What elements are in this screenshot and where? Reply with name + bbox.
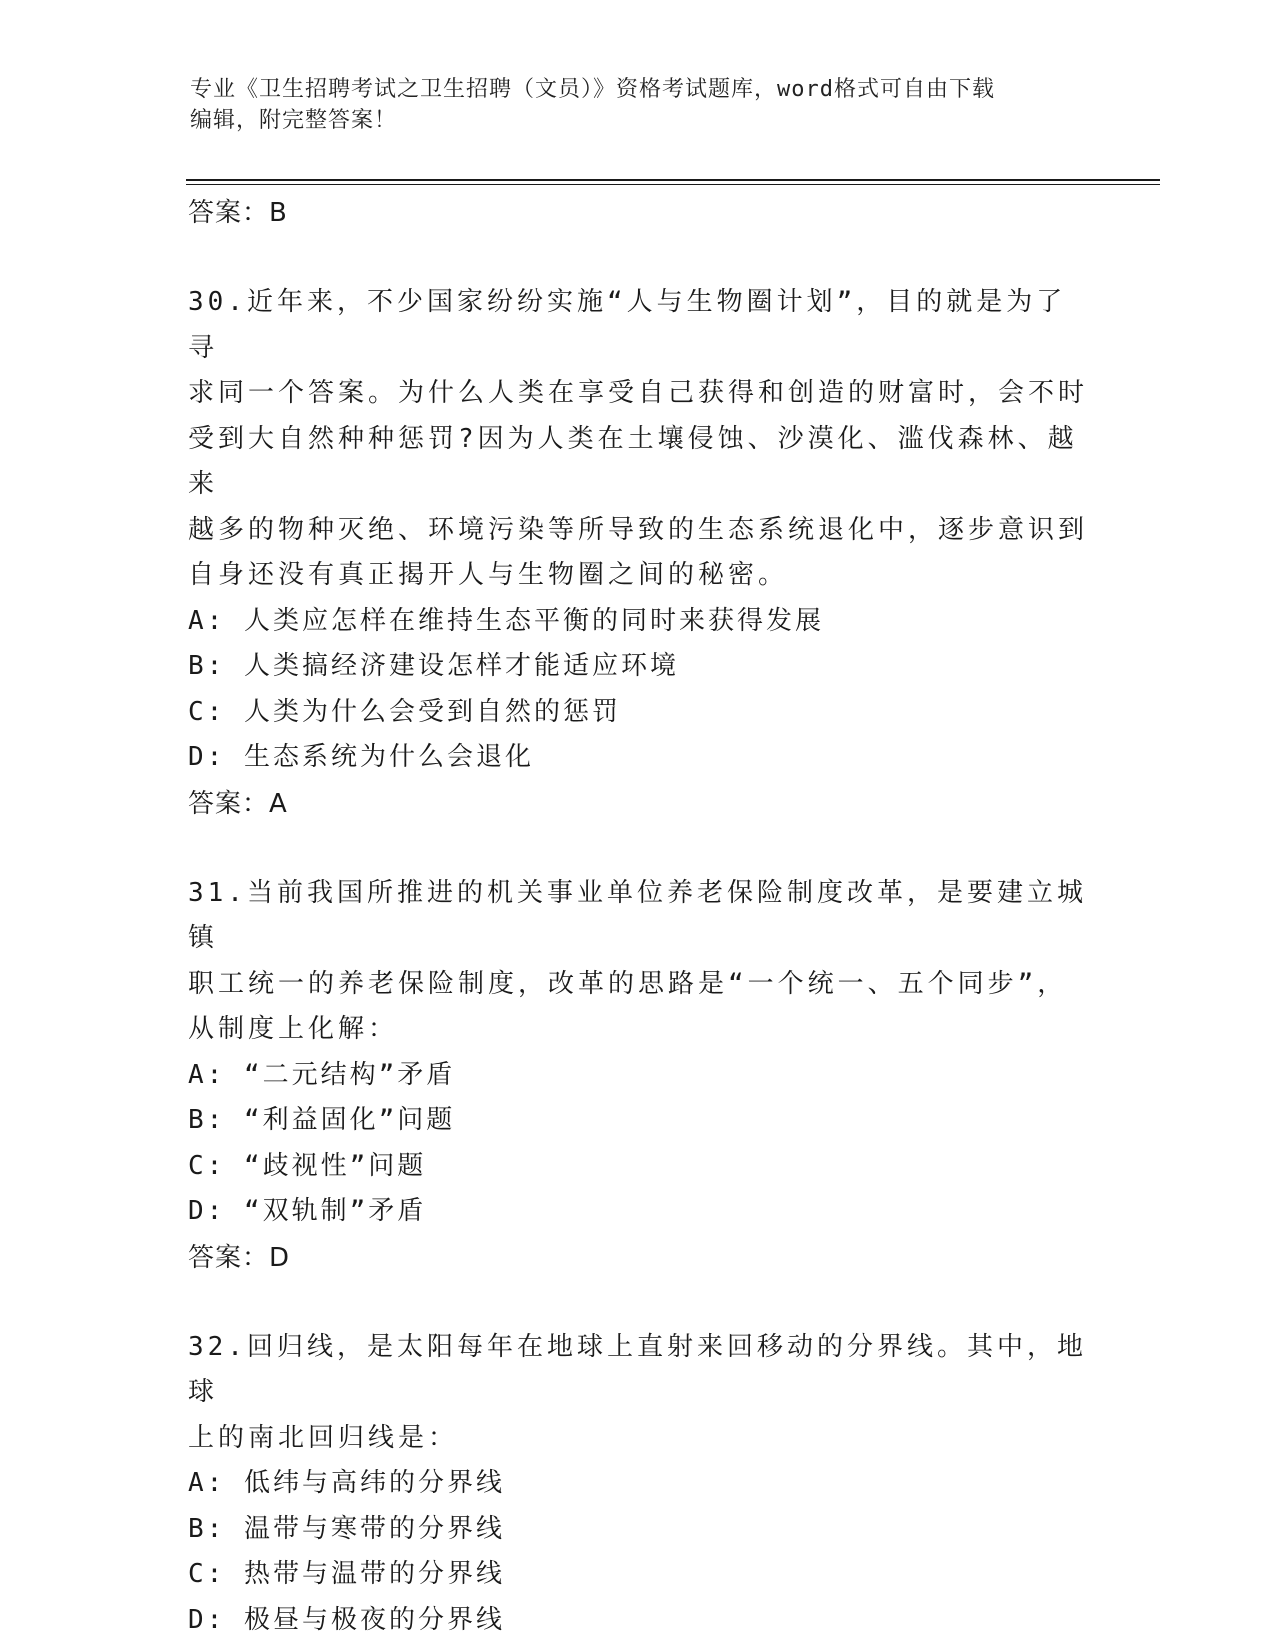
option-d: D: “双轨制”矛盾	[188, 1196, 427, 1226]
answer-line: 答案：A	[188, 788, 288, 819]
spacer	[188, 827, 1088, 871]
option-a: A: “二元结构”矛盾	[188, 1059, 456, 1090]
question-stem-line: 职工统一的养老保险制度，改革的思路是“一个统一、五个同步”，	[188, 968, 1068, 999]
question-stem-line: 上的南北回归线是：	[188, 1422, 459, 1453]
previous-answer: 答案：B	[188, 198, 288, 228]
option-c: C: “歧视性”问题	[188, 1150, 427, 1181]
option-b: B: “利益固化”问题	[188, 1105, 456, 1135]
question-31	[188, 871, 1088, 1281]
option-b: B: 人类搞经济建设怎样才能适应环境	[188, 651, 679, 681]
option-a: A: 低纬与高纬的分界线	[188, 1468, 505, 1498]
document-body	[188, 190, 1088, 1643]
option-a: A: 人类应怎样在维持生态平衡的同时来获得发展	[188, 605, 824, 636]
option-d: D: 极昼与极夜的分界线	[188, 1604, 505, 1635]
option-c: C: 人类为什么会受到自然的惩罚	[188, 696, 621, 727]
header-rule-thin	[186, 184, 1160, 185]
question-stem-line: 31.当前我国所推进的机关事业单位养老保险制度改革，是要建立城镇	[188, 877, 1087, 953]
question-32	[188, 1325, 1088, 1644]
answer-line: 答案：D	[188, 1242, 291, 1273]
question-stem-line: 从制度上化解：	[188, 1014, 399, 1044]
header-line-1: 专业《卫生招聘考试之卫生招聘（文员）》资格考试题库，word格式可自由下载	[190, 77, 995, 102]
spacer	[188, 1281, 1088, 1325]
spacer	[188, 236, 1088, 280]
header-line-2: 编辑，附完整答案！	[190, 108, 398, 133]
question-stem-line: 自身还没有真正揭开人与生物圈之间的秘密。	[188, 560, 789, 590]
header-rule-thick	[186, 179, 1160, 181]
option-d: D: 生态系统为什么会退化	[188, 742, 534, 772]
question-stem-line: 求同一个答案。为什么人类在享受自己获得和创造的财富时，会不时	[188, 378, 1089, 408]
question-stem-line: 32.回归线，是太阳每年在地球上直射来回移动的分界线。其中，地球	[188, 1331, 1087, 1407]
question-stem-line: 30.近年来，不少国家纷纷实施“人与生物圈计划”，目的就是为了寻	[188, 287, 1067, 363]
option-b: B: 温带与寒带的分界线	[188, 1513, 505, 1544]
document-header	[190, 74, 1090, 136]
question-stem-line: 越多的物种灭绝、环境污染等所导致的生态系统退化中，逐步意识到	[188, 514, 1089, 545]
option-c: C: 热带与温带的分界线	[188, 1559, 505, 1589]
question-stem-line: 受到大自然种种惩罚?因为人类在土壤侵蚀、沙漠化、滥伐森林、越来	[188, 423, 1078, 499]
question-30	[188, 280, 1088, 827]
